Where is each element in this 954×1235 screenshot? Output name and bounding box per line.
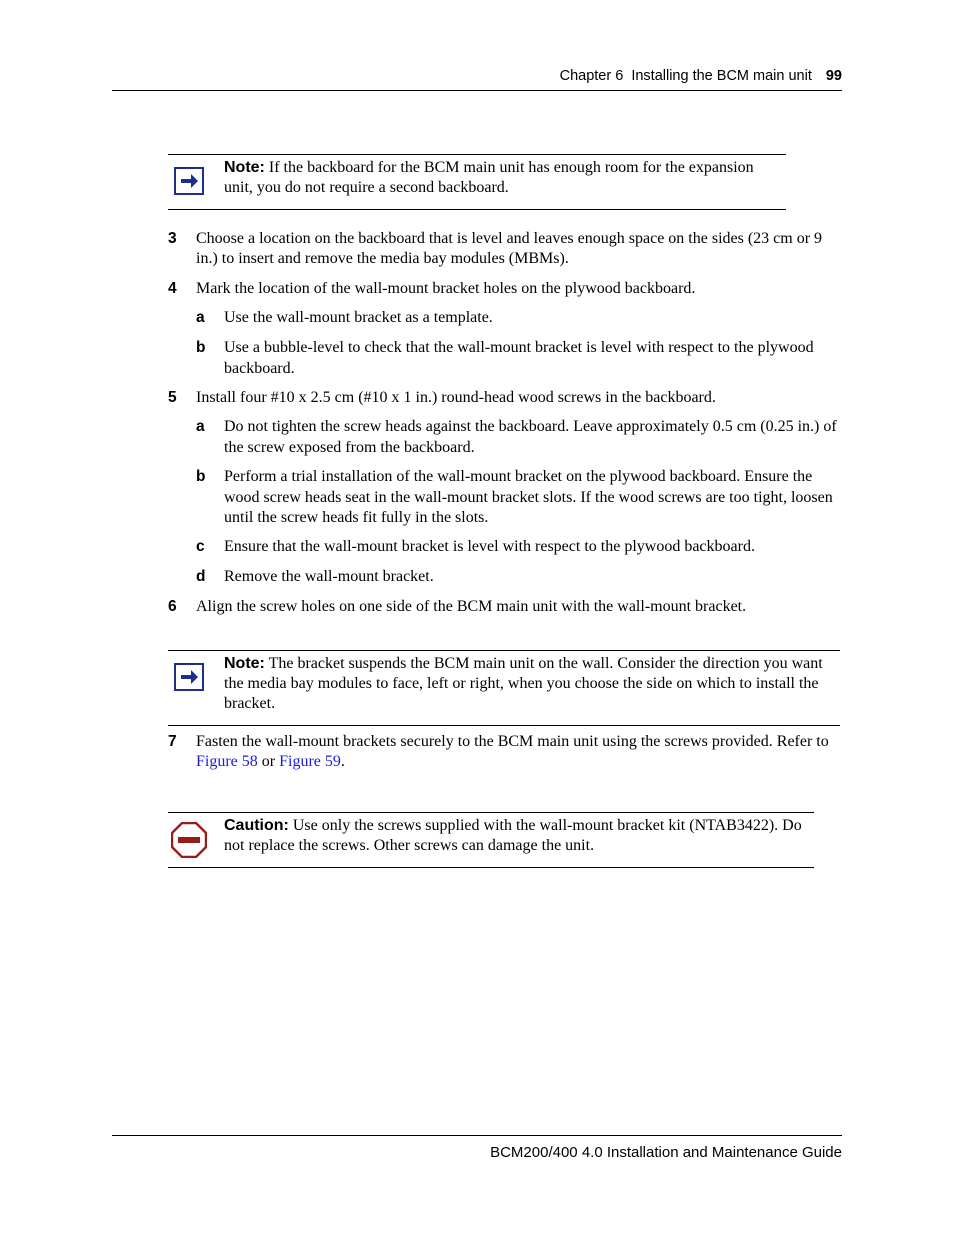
arrow-right-icon — [174, 663, 204, 696]
note-body: If the backboard for the BCM main unit has enough room for the expansion unit, you do not require a second backboard. — [224, 159, 754, 196]
substep-text: Use the wall-mount bracket as a template. — [224, 309, 493, 326]
step-number: 5 — [168, 389, 177, 406]
note-label: Note: — [224, 655, 265, 672]
substep-letter: c — [196, 538, 205, 555]
note-label: Note: — [224, 159, 265, 176]
caution-body: Use only the screws supplied with the wall-mount bracket kit (NTAB3422). Do not replace the screws. Other screws can damage the unit. — [224, 817, 802, 854]
step-text-part: Fasten the wall-mount brackets securely to the BCM main unit using the screws provided. Refer to — [196, 733, 829, 750]
running-header — [560, 68, 842, 84]
substep-text: Use a bubble-level to check that the wall-mount bracket is level with respect to the plywood backboard. — [224, 339, 814, 377]
note-callout — [168, 650, 840, 726]
step-text — [196, 732, 838, 772]
step-text: Choose a location on the backboard that is level and leaves enough space on the sides (23 cm or 9 in.) to insert and remove the media bay modules (MBMs). — [196, 230, 823, 267]
substep-letter: b — [196, 468, 206, 485]
note-text — [224, 654, 834, 714]
page-number: 99 — [825, 68, 842, 84]
substep-text: Remove the wall-mount bracket. — [224, 568, 434, 585]
header-rule — [112, 90, 842, 91]
step-text-part: . — [340, 753, 345, 770]
figure-58-link[interactable]: Figure 58 — [196, 753, 258, 770]
substep-letter: d — [196, 568, 206, 585]
step-number: 7 — [168, 733, 177, 750]
step-text-part: or — [257, 753, 280, 770]
chapter-title: Chapter 6 Installing the BCM main unit — [559, 68, 812, 84]
note-text — [224, 158, 780, 198]
note-body: The bracket suspends the BCM main unit on the wall. Consider the direction you want the media bay modules to face, left or right, when you choose the side on which to install the bracket. — [224, 655, 823, 712]
step-text: Install four #10 x 2.5 cm (#10 x 1 in.) round-head wood screws in the backboard. — [196, 389, 716, 406]
substep-text: Perform a trial installation of the wall-mount bracket on the plywood backboard. Ensure the wood screw heads seat in the wall-mount bracket slots. If the wood screws are too tight, loosen until the screw heads fit fully in the slots. — [224, 468, 833, 526]
note-callout — [168, 154, 786, 210]
substep-text: Do not tighten the screw heads against the backboard. Leave approximately 0.5 cm (0.25 in.) of the screw exposed from the backboard. — [224, 418, 837, 456]
substep-letter: b — [196, 339, 206, 356]
step-number: 4 — [168, 280, 177, 297]
step-text: Mark the location of the wall-mount bracket holes on the plywood backboard. — [196, 280, 696, 297]
footer-title: BCM200/400 4.0 Installation and Maintenance Guide — [490, 1144, 842, 1161]
footer-rule — [112, 1135, 842, 1136]
caution-callout — [168, 812, 814, 868]
step-number: 6 — [168, 598, 177, 615]
caution-text — [224, 816, 814, 856]
arrow-right-icon — [174, 167, 204, 200]
step-text: Align the screw holes on one side of the BCM main unit with the wall-mount bracket. — [196, 598, 747, 615]
substep-text: Ensure that the wall-mount bracket is level with respect to the plywood backboard. — [224, 538, 755, 555]
substep-letter: a — [196, 309, 205, 326]
substep-letter: a — [196, 418, 205, 435]
stop-sign-icon — [171, 822, 207, 863]
step-number: 3 — [168, 230, 177, 247]
caution-label: Caution: — [224, 817, 289, 834]
figure-59-link[interactable]: Figure 59 — [279, 753, 341, 770]
